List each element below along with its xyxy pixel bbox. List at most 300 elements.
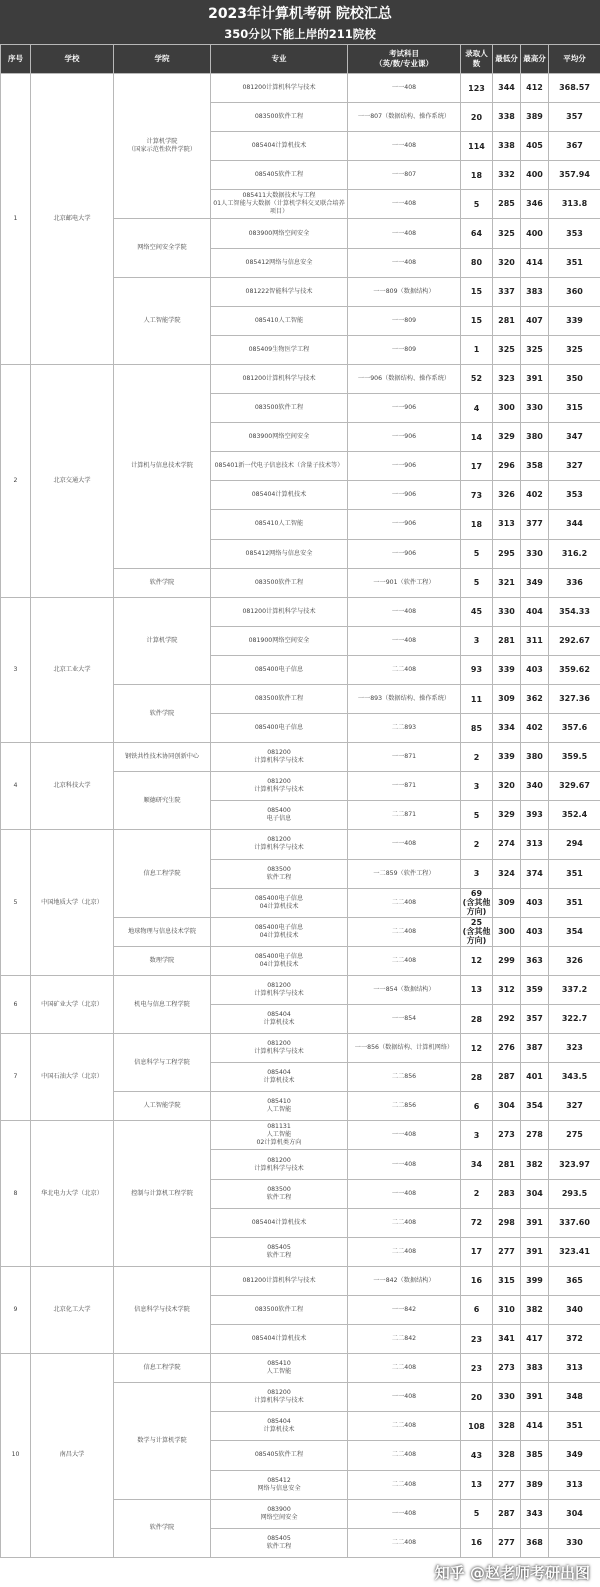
min-score-cell: 304	[493, 1092, 521, 1121]
avg-score-cell: 349	[549, 1441, 600, 1470]
major-cell: 085412网络与信息安全	[211, 539, 348, 568]
avg-score-cell: 351	[549, 248, 600, 277]
college-name-cell: 软件学院	[114, 684, 211, 742]
min-score-cell: 328	[493, 1441, 521, 1470]
admit-count-cell: 4	[461, 394, 493, 423]
school-name-cell: 中国地质大学（北京）	[31, 830, 114, 975]
min-score-cell: 326	[493, 481, 521, 510]
admit-count-cell: 11	[461, 684, 493, 713]
col-header-avg: 平均分	[549, 45, 600, 74]
admit-count-cell: 16	[461, 1528, 493, 1557]
major-cell: 081131 人工智能 02计算机类方向	[211, 1121, 348, 1150]
avg-score-cell: 351	[549, 859, 600, 888]
admission-table	[0, 44, 600, 1558]
subject-cell: 一一408	[348, 1179, 461, 1208]
subject-cell: 二二408	[348, 1412, 461, 1441]
subject-cell: 二二408	[348, 1208, 461, 1237]
major-cell: 081200计算机科学与技术	[211, 74, 348, 103]
admit-count-cell: 25 (含其他 方向)	[461, 917, 493, 946]
max-score-cell: 412	[521, 74, 549, 103]
admit-count-cell: 16	[461, 1266, 493, 1295]
avg-score-cell: 336	[549, 568, 600, 597]
avg-score-cell: 353	[549, 219, 600, 248]
major-cell: 085410 人工智能	[211, 1092, 348, 1121]
major-cell: 085410人工智能	[211, 306, 348, 335]
school-name-cell: 中国矿业大学（北京）	[31, 975, 114, 1033]
col-header-major: 专业	[211, 45, 348, 74]
admit-count-cell: 23	[461, 1325, 493, 1354]
avg-score-cell: 353	[549, 481, 600, 510]
avg-score-cell: 326	[549, 946, 600, 975]
avg-score-cell: 344	[549, 510, 600, 539]
max-score-cell: 330	[521, 539, 549, 568]
subject-cell: 一一408	[348, 248, 461, 277]
admit-count-cell: 3	[461, 859, 493, 888]
admit-count-cell: 6	[461, 1092, 493, 1121]
admit-count-cell: 14	[461, 423, 493, 452]
college-name-cell: 信息工程学院	[114, 1354, 211, 1383]
major-cell: 085404计算机技术	[211, 1325, 348, 1354]
max-score-cell: 359	[521, 975, 549, 1004]
admit-count-cell: 5	[461, 190, 493, 219]
admit-count-cell: 72	[461, 1208, 493, 1237]
college-name-cell: 计算机学院	[114, 597, 211, 684]
subject-cell: 一一408	[348, 597, 461, 626]
avg-score-cell: 327	[549, 452, 600, 481]
min-score-cell: 320	[493, 248, 521, 277]
admit-count-cell: 3	[461, 1121, 493, 1150]
college-name-cell: 网络空间安全学院	[114, 219, 211, 277]
max-score-cell: 383	[521, 1354, 549, 1383]
min-score-cell: 300	[493, 917, 521, 946]
seq-cell: 9	[1, 1266, 31, 1353]
subject-cell: 一一809（数据结构）	[348, 277, 461, 306]
min-score-cell: 287	[493, 1499, 521, 1528]
admit-count-cell: 20	[461, 103, 493, 132]
subject-cell: 一一809	[348, 335, 461, 364]
min-score-cell: 330	[493, 1383, 521, 1412]
admit-count-cell: 23	[461, 1354, 493, 1383]
avg-score-cell: 327	[549, 1092, 600, 1121]
college-name-cell: 计算机学院 （国家示范性软件学院）	[114, 74, 211, 219]
major-cell: 085405软件工程	[211, 161, 348, 190]
avg-score-cell: 313.8	[549, 190, 600, 219]
admit-count-cell: 80	[461, 248, 493, 277]
min-score-cell: 325	[493, 335, 521, 364]
col-header-subject: 考试科目 （英/数/专业课）	[348, 45, 461, 74]
max-score-cell: 399	[521, 1266, 549, 1295]
max-score-cell: 311	[521, 626, 549, 655]
school-name-cell: 北京邮电大学	[31, 74, 114, 365]
college-name-cell: 软件学院	[114, 568, 211, 597]
max-score-cell: 391	[521, 1383, 549, 1412]
min-score-cell: 281	[493, 626, 521, 655]
avg-score-cell: 372	[549, 1325, 600, 1354]
min-score-cell: 276	[493, 1034, 521, 1063]
subject-cell: 二二408	[348, 1470, 461, 1499]
major-cell: 085404计算机技术	[211, 132, 348, 161]
avg-score-cell: 337.60	[549, 1208, 600, 1237]
avg-score-cell: 354.33	[549, 597, 600, 626]
max-score-cell: 403	[521, 655, 549, 684]
max-score-cell: 354	[521, 1092, 549, 1121]
subject-cell: 二二408	[348, 1528, 461, 1557]
avg-score-cell: 323.41	[549, 1237, 600, 1266]
admit-count-cell: 3	[461, 772, 493, 801]
min-score-cell: 321	[493, 568, 521, 597]
major-cell: 085404计算机技术	[211, 481, 348, 510]
avg-score-cell: 313	[549, 1354, 600, 1383]
table-row	[1, 1121, 600, 1150]
avg-score-cell: 357.94	[549, 161, 600, 190]
subject-cell: 一二859（软件工程）	[348, 859, 461, 888]
min-score-cell: 283	[493, 1179, 521, 1208]
avg-score-cell: 368.57	[549, 74, 600, 103]
major-cell: 085404计算机技术	[211, 1208, 348, 1237]
college-name-cell: 地球物理与信息技术学院	[114, 917, 211, 946]
min-score-cell: 277	[493, 1470, 521, 1499]
major-cell: 083500软件工程	[211, 568, 348, 597]
school-name-cell: 华北电力大学（北京）	[31, 1121, 114, 1266]
avg-score-cell: 323	[549, 1034, 600, 1063]
subject-cell: 二二408	[348, 1237, 461, 1266]
min-score-cell: 315	[493, 1266, 521, 1295]
admit-count-cell: 3	[461, 626, 493, 655]
max-score-cell: 380	[521, 423, 549, 452]
table-row	[1, 597, 600, 626]
avg-score-cell: 327.36	[549, 684, 600, 713]
major-cell: 085401新一代电子信息技术（含量子技术等）	[211, 452, 348, 481]
max-score-cell: 380	[521, 743, 549, 772]
min-score-cell: 329	[493, 423, 521, 452]
college-name-cell: 软件学院	[114, 1499, 211, 1557]
avg-score-cell: 294	[549, 830, 600, 859]
admit-count-cell: 17	[461, 452, 493, 481]
max-score-cell: 343	[521, 1499, 549, 1528]
avg-score-cell: 352.4	[549, 801, 600, 830]
admit-count-cell: 52	[461, 364, 493, 393]
min-score-cell: 341	[493, 1325, 521, 1354]
subject-cell: 二二408	[348, 1441, 461, 1470]
college-name-cell: 人工智能学院	[114, 277, 211, 364]
seq-cell: 2	[1, 364, 31, 597]
max-score-cell: 402	[521, 481, 549, 510]
major-cell: 081200 计算机科学与技术	[211, 743, 348, 772]
seq-cell: 5	[1, 830, 31, 975]
max-score-cell: 404	[521, 597, 549, 626]
subject-cell: 一一807（数据结构、操作系统）	[348, 103, 461, 132]
subject-cell: 一一871	[348, 772, 461, 801]
min-score-cell: 300	[493, 394, 521, 423]
subject-cell: 一一906	[348, 394, 461, 423]
avg-score-cell: 343.5	[549, 1063, 600, 1092]
major-cell: 083500 软件工程	[211, 859, 348, 888]
watermark: 知乎 @赵老师考研出图	[434, 1564, 590, 1582]
admit-count-cell: 12	[461, 1034, 493, 1063]
seq-cell: 7	[1, 1034, 31, 1121]
subject-cell: 一一408	[348, 1121, 461, 1150]
min-score-cell: 338	[493, 103, 521, 132]
college-name-cell: 数理学院	[114, 946, 211, 975]
min-score-cell: 344	[493, 74, 521, 103]
major-cell: 081200 计算机科学与技术	[211, 975, 348, 1004]
subject-cell: 二二408	[348, 888, 461, 917]
max-score-cell: 400	[521, 219, 549, 248]
seq-cell: 4	[1, 743, 31, 830]
admit-count-cell: 43	[461, 1441, 493, 1470]
admit-count-cell: 15	[461, 277, 493, 306]
major-cell: 081200计算机科学与技术	[211, 597, 348, 626]
admit-count-cell: 64	[461, 219, 493, 248]
min-score-cell: 330	[493, 597, 521, 626]
max-score-cell: 363	[521, 946, 549, 975]
subject-cell: 一一408	[348, 219, 461, 248]
subject-cell: 一一906	[348, 539, 461, 568]
max-score-cell: 417	[521, 1325, 549, 1354]
avg-score-cell: 323.97	[549, 1150, 600, 1179]
min-score-cell: 337	[493, 277, 521, 306]
major-cell: 085404 计算机技术	[211, 1063, 348, 1092]
min-score-cell: 324	[493, 859, 521, 888]
avg-score-cell: 330	[549, 1528, 600, 1557]
max-score-cell: 382	[521, 1295, 549, 1324]
max-score-cell: 389	[521, 1470, 549, 1499]
min-score-cell: 332	[493, 161, 521, 190]
subject-cell: 一一871	[348, 743, 461, 772]
subject-cell: 一一906	[348, 423, 461, 452]
avg-score-cell: 354	[549, 917, 600, 946]
major-cell: 081200 计算机科学与技术	[211, 1383, 348, 1412]
avg-score-cell: 365	[549, 1266, 600, 1295]
max-score-cell: 340	[521, 772, 549, 801]
major-cell: 081200 计算机科学与技术	[211, 1034, 348, 1063]
max-score-cell: 391	[521, 364, 549, 393]
max-score-cell: 405	[521, 132, 549, 161]
avg-score-cell: 350	[549, 364, 600, 393]
major-cell: 083500 软件工程	[211, 1179, 348, 1208]
admit-count-cell: 15	[461, 306, 493, 335]
avg-score-cell: 348	[549, 1383, 600, 1412]
subject-cell: 二二408	[348, 946, 461, 975]
max-score-cell: 391	[521, 1208, 549, 1237]
min-score-cell: 313	[493, 510, 521, 539]
max-score-cell: 349	[521, 568, 549, 597]
major-cell: 083900网络空间安全	[211, 423, 348, 452]
subject-cell: 二二842	[348, 1325, 461, 1354]
page-title: 2023年计算机考研 院校汇总	[208, 6, 392, 22]
max-score-cell: 402	[521, 714, 549, 743]
major-cell: 083500软件工程	[211, 394, 348, 423]
admit-count-cell: 73	[461, 481, 493, 510]
school-name-cell: 北京交通大学	[31, 364, 114, 597]
college-name-cell: 信息工程学院	[114, 830, 211, 917]
max-score-cell: 346	[521, 190, 549, 219]
subject-cell: 一一906	[348, 481, 461, 510]
min-score-cell: 320	[493, 772, 521, 801]
major-cell: 085404 计算机技术	[211, 1005, 348, 1034]
admit-count-cell: 2	[461, 830, 493, 859]
college-name-cell: 信息科学与工程学院	[114, 1034, 211, 1092]
min-score-cell: 281	[493, 1150, 521, 1179]
max-score-cell: 377	[521, 510, 549, 539]
subject-cell: 一一408	[348, 626, 461, 655]
avg-score-cell: 359.5	[549, 743, 600, 772]
avg-score-cell: 351	[549, 888, 600, 917]
subject-cell: 一一408	[348, 1383, 461, 1412]
subject-cell: 一一854	[348, 1005, 461, 1034]
subject-cell: 二二408	[348, 655, 461, 684]
table-row	[1, 975, 600, 1004]
admit-count-cell: 28	[461, 1005, 493, 1034]
seq-cell: 6	[1, 975, 31, 1033]
major-cell: 085405软件工程	[211, 1441, 348, 1470]
avg-score-cell: 347	[549, 423, 600, 452]
col-header-school: 学校	[31, 45, 114, 74]
major-cell: 085410人工智能	[211, 510, 348, 539]
major-cell: 085409生物医学工程	[211, 335, 348, 364]
admit-count-cell: 13	[461, 1470, 493, 1499]
major-cell: 083500软件工程	[211, 684, 348, 713]
min-score-cell: 309	[493, 888, 521, 917]
table-header-row	[1, 45, 600, 74]
avg-score-cell: 292.67	[549, 626, 600, 655]
admit-count-cell: 123	[461, 74, 493, 103]
min-score-cell: 310	[493, 1295, 521, 1324]
subject-cell: 一一408	[348, 1499, 461, 1528]
major-cell: 085410 人工智能	[211, 1354, 348, 1383]
max-score-cell: 358	[521, 452, 549, 481]
max-score-cell: 401	[521, 1063, 549, 1092]
admit-count-cell: 6	[461, 1295, 493, 1324]
max-score-cell: 393	[521, 801, 549, 830]
min-score-cell: 338	[493, 132, 521, 161]
max-score-cell: 313	[521, 830, 549, 859]
admit-count-cell: 28	[461, 1063, 493, 1092]
subject-cell: 二二893	[348, 714, 461, 743]
avg-score-cell: 357.6	[549, 714, 600, 743]
min-score-cell: 325	[493, 219, 521, 248]
min-score-cell: 277	[493, 1528, 521, 1557]
table-row	[1, 74, 600, 103]
major-cell: 085400电子信息	[211, 714, 348, 743]
min-score-cell: 274	[493, 830, 521, 859]
avg-score-cell: 325	[549, 335, 600, 364]
subject-cell: 一一906	[348, 510, 461, 539]
table-row	[1, 1034, 600, 1063]
admit-count-cell: 114	[461, 132, 493, 161]
subject-cell: 一一901（软件工程）	[348, 568, 461, 597]
admit-count-cell: 20	[461, 1383, 493, 1412]
avg-score-cell: 360	[549, 277, 600, 306]
table-row	[1, 364, 600, 393]
min-score-cell: 296	[493, 452, 521, 481]
avg-score-cell: 351	[549, 1412, 600, 1441]
avg-score-cell: 340	[549, 1295, 600, 1324]
major-cell: 085400电子信息 04计算机技术	[211, 946, 348, 975]
min-score-cell: 339	[493, 743, 521, 772]
avg-score-cell: 357	[549, 103, 600, 132]
avg-score-cell: 275	[549, 1121, 600, 1150]
max-score-cell: 407	[521, 306, 549, 335]
min-score-cell: 328	[493, 1412, 521, 1441]
admit-count-cell: 93	[461, 655, 493, 684]
subject-cell: 一一842（数据结构）	[348, 1266, 461, 1295]
subject-cell: 一一408	[348, 190, 461, 219]
subject-cell: 一一854（数据结构）	[348, 975, 461, 1004]
col-header-seq: 序号	[1, 45, 31, 74]
major-cell: 085400电子信息	[211, 655, 348, 684]
major-cell: 085412 网络与信息安全	[211, 1470, 348, 1499]
max-score-cell: 391	[521, 1237, 549, 1266]
max-score-cell: 330	[521, 394, 549, 423]
max-score-cell: 389	[521, 103, 549, 132]
max-score-cell: 387	[521, 1034, 549, 1063]
max-score-cell: 403	[521, 917, 549, 946]
min-score-cell: 298	[493, 1208, 521, 1237]
college-name-cell: 机电与信息工程学院	[114, 975, 211, 1033]
subject-cell: 一一807	[348, 161, 461, 190]
college-name-cell: 信息科学与技术学院	[114, 1266, 211, 1353]
major-cell: 081222智能科学与技术	[211, 277, 348, 306]
admit-count-cell: 45	[461, 597, 493, 626]
major-cell: 083900 网络空间安全	[211, 1499, 348, 1528]
min-score-cell: 285	[493, 190, 521, 219]
admit-count-cell: 13	[461, 975, 493, 1004]
admit-count-cell: 18	[461, 510, 493, 539]
major-cell: 085404 计算机技术	[211, 1412, 348, 1441]
avg-score-cell: 322.7	[549, 1005, 600, 1034]
major-cell: 085400电子信息 04计算机技术	[211, 888, 348, 917]
max-score-cell: 382	[521, 1150, 549, 1179]
max-score-cell: 414	[521, 1412, 549, 1441]
college-name-cell: 人工智能学院	[114, 1092, 211, 1121]
min-score-cell: 281	[493, 306, 521, 335]
admit-count-cell: 5	[461, 1499, 493, 1528]
subject-cell: 一一408	[348, 1150, 461, 1179]
avg-score-cell: 337.2	[549, 975, 600, 1004]
major-cell: 081900网络空间安全	[211, 626, 348, 655]
min-score-cell: 334	[493, 714, 521, 743]
school-name-cell: 北京科技大学	[31, 743, 114, 830]
major-cell: 085405 软件工程	[211, 1528, 348, 1557]
subject-cell: 一一408	[348, 74, 461, 103]
college-name-cell: 钢铁共性技术协同创新中心	[114, 743, 211, 772]
admit-count-cell: 17	[461, 1237, 493, 1266]
seq-cell: 3	[1, 597, 31, 742]
min-score-cell: 339	[493, 655, 521, 684]
subject-cell: 二二408	[348, 917, 461, 946]
table-row	[1, 830, 600, 859]
college-name-cell: 控制与计算机工程学院	[114, 1121, 211, 1266]
subject-cell: 一一906	[348, 452, 461, 481]
admit-count-cell: 34	[461, 1150, 493, 1179]
avg-score-cell: 329.67	[549, 772, 600, 801]
min-score-cell: 287	[493, 1063, 521, 1092]
max-score-cell: 403	[521, 888, 549, 917]
admit-count-cell: 2	[461, 1179, 493, 1208]
subject-cell: 一一809	[348, 306, 461, 335]
seq-cell: 8	[1, 1121, 31, 1266]
col-header-college: 学院	[114, 45, 211, 74]
max-score-cell: 325	[521, 335, 549, 364]
major-cell: 085400 电子信息	[211, 801, 348, 830]
table-row	[1, 743, 600, 772]
col-header-min: 最低分	[493, 45, 521, 74]
min-score-cell: 299	[493, 946, 521, 975]
col-header-max: 最高分	[521, 45, 549, 74]
subject-cell: 一一842	[348, 1295, 461, 1324]
admit-count-cell: 2	[461, 743, 493, 772]
